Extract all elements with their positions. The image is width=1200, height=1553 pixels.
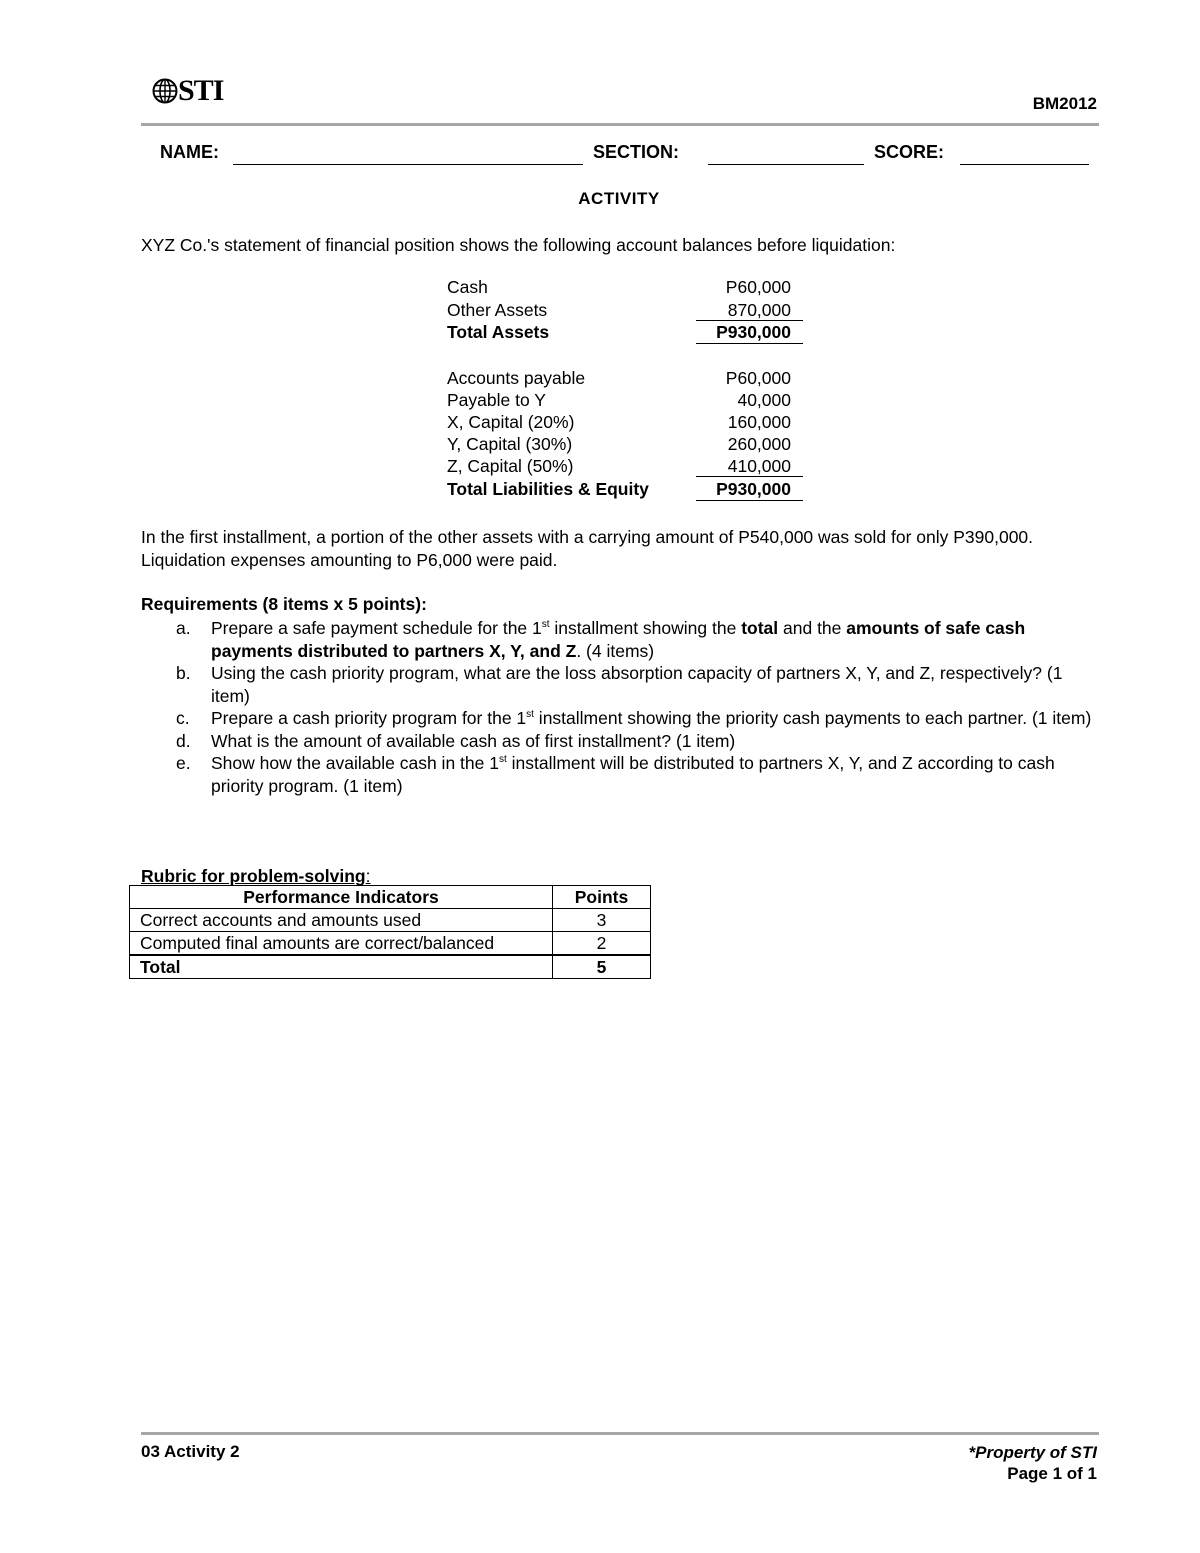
item-text: installment will be distributed to partners X, Y, and Z according to cash priority program. (1 item) [211, 753, 1055, 796]
page-number: Page 1 of 1 [1007, 1464, 1097, 1483]
requirement-c [141, 707, 1101, 730]
requirement-a [141, 617, 1101, 662]
points-cell: 3 [553, 909, 651, 932]
fin-amount: P930,000 [716, 479, 791, 499]
total-label-cell: Total [130, 955, 553, 979]
fin-amount: 160,000 [727, 412, 791, 432]
fin-row-y-capital [447, 433, 803, 455]
intro-text: XYZ Co.'s statement of financial position shows the following account balances before liquidation: [141, 235, 896, 255]
requirement-e [141, 752, 1101, 797]
item-text: and the [778, 618, 847, 638]
logo-text: STI [178, 74, 224, 107]
fin-amount: P930,000 [716, 322, 791, 342]
fin-label: Accounts payable [447, 367, 586, 388]
fin-row-payable-y [447, 389, 803, 411]
points-cell: 2 [553, 932, 651, 956]
item-text: installment showing the [549, 618, 742, 638]
fin-row-x-capital [447, 411, 803, 433]
item-letter: c. [176, 708, 190, 728]
requirements-list [141, 617, 1101, 797]
indicator-cell: Computed final amounts are correct/balanced [130, 932, 553, 956]
fin-row-cash [447, 276, 803, 299]
financial-statement [447, 276, 803, 501]
fin-amount: 260,000 [727, 434, 791, 454]
footer-activity: 03 Activity 2 [141, 1442, 240, 1461]
column-header-points: Points [553, 886, 651, 909]
rubric-heading-text: Rubric for problem-solving [141, 866, 366, 886]
footer-right [969, 1442, 1097, 1484]
fin-row-total-assets [447, 321, 803, 344]
item-letter: a. [176, 618, 191, 638]
item-text: Prepare a cash priority program for the 1 [211, 708, 527, 728]
fin-label: Cash [447, 277, 488, 297]
header-rule [141, 123, 1099, 126]
requirement-d [141, 730, 1101, 753]
item-text: Show how the available cash in the 1 [211, 753, 499, 773]
superscript: st [541, 619, 550, 631]
section-label: SECTION: [593, 142, 680, 162]
fin-label: Z, Capital (50%) [447, 456, 574, 476]
fin-label: Total Liabilities & Equity [447, 479, 649, 499]
underline [696, 343, 803, 344]
item-text: installment showing the priority cash payments to each partner. (1 item) [533, 708, 1092, 728]
sti-logo [152, 76, 223, 106]
section-blank[interactable] [708, 164, 864, 165]
total-points-cell: 5 [553, 955, 651, 979]
fin-label: Other Assets [447, 299, 548, 320]
item-text: Prepare a safe payment schedule for the 1 [211, 618, 542, 638]
superscript: st [498, 754, 507, 766]
footer-rule [141, 1432, 1099, 1435]
rubric-colon: : [365, 866, 371, 886]
name-blank[interactable] [233, 164, 583, 165]
item-letter: e. [176, 753, 191, 773]
rubric-table [129, 885, 651, 979]
indicator-cell: Correct accounts and amounts used [130, 909, 553, 932]
item-bold-text: total [741, 618, 779, 638]
activity-title: ACTIVITY [578, 189, 660, 208]
rubric-heading [141, 866, 370, 887]
item-bold-text: amounts of safe cash payments distributed to partners X, Y, and Z [211, 618, 1026, 661]
column-header-indicators: Performance Indicators [130, 886, 553, 909]
score-blank[interactable] [960, 164, 1089, 165]
item-text: . (4 items) [576, 640, 655, 661]
fin-label: X, Capital (20%) [447, 412, 575, 432]
fin-amount: P60,000 [725, 367, 791, 388]
fin-row-other-assets [447, 299, 803, 322]
table-header-row [130, 886, 651, 909]
table-row [130, 932, 651, 956]
item-text: Using the cash priority program, what are the loss absorption capacity of partners X, Y, and Z, respectively? (1 item) [211, 663, 1063, 706]
table-total-row [130, 955, 651, 979]
fin-row-z-capital [447, 455, 803, 477]
fin-amount: P60,000 [725, 277, 791, 297]
installment-text: In the first installment, a portion of the other assets with a carrying amount of P540,000 was sold for only P390,000. Liquidation expenses amounting to P6,000 were paid. [141, 527, 1034, 570]
item-text: What is the amount of available cash as of first installment? (1 item) [211, 730, 736, 751]
underline [696, 500, 803, 501]
table-row [130, 909, 651, 932]
document-code: BM2012 [1032, 94, 1097, 113]
requirement-b [141, 662, 1101, 707]
score-label: SCORE: [874, 142, 945, 162]
item-letter: b. [176, 663, 191, 683]
item-letter: d. [176, 730, 191, 751]
requirements-heading: Requirements (8 items x 5 points): [141, 594, 427, 614]
fin-row-total-liabilities-equity [447, 477, 803, 501]
fin-row-accounts-payable [447, 367, 803, 390]
globe-icon [152, 78, 178, 104]
property-notice: *Property of STI [968, 1443, 1097, 1462]
fin-amount: 40,000 [737, 390, 791, 410]
fin-amount: 410,000 [727, 456, 791, 476]
fin-label: Y, Capital (30%) [447, 434, 573, 454]
fin-label: Total Assets [447, 322, 550, 342]
name-label: NAME: [160, 142, 219, 162]
fin-label: Payable to Y [447, 390, 546, 410]
superscript: st [526, 709, 534, 721]
fin-amount: 870,000 [727, 299, 791, 320]
